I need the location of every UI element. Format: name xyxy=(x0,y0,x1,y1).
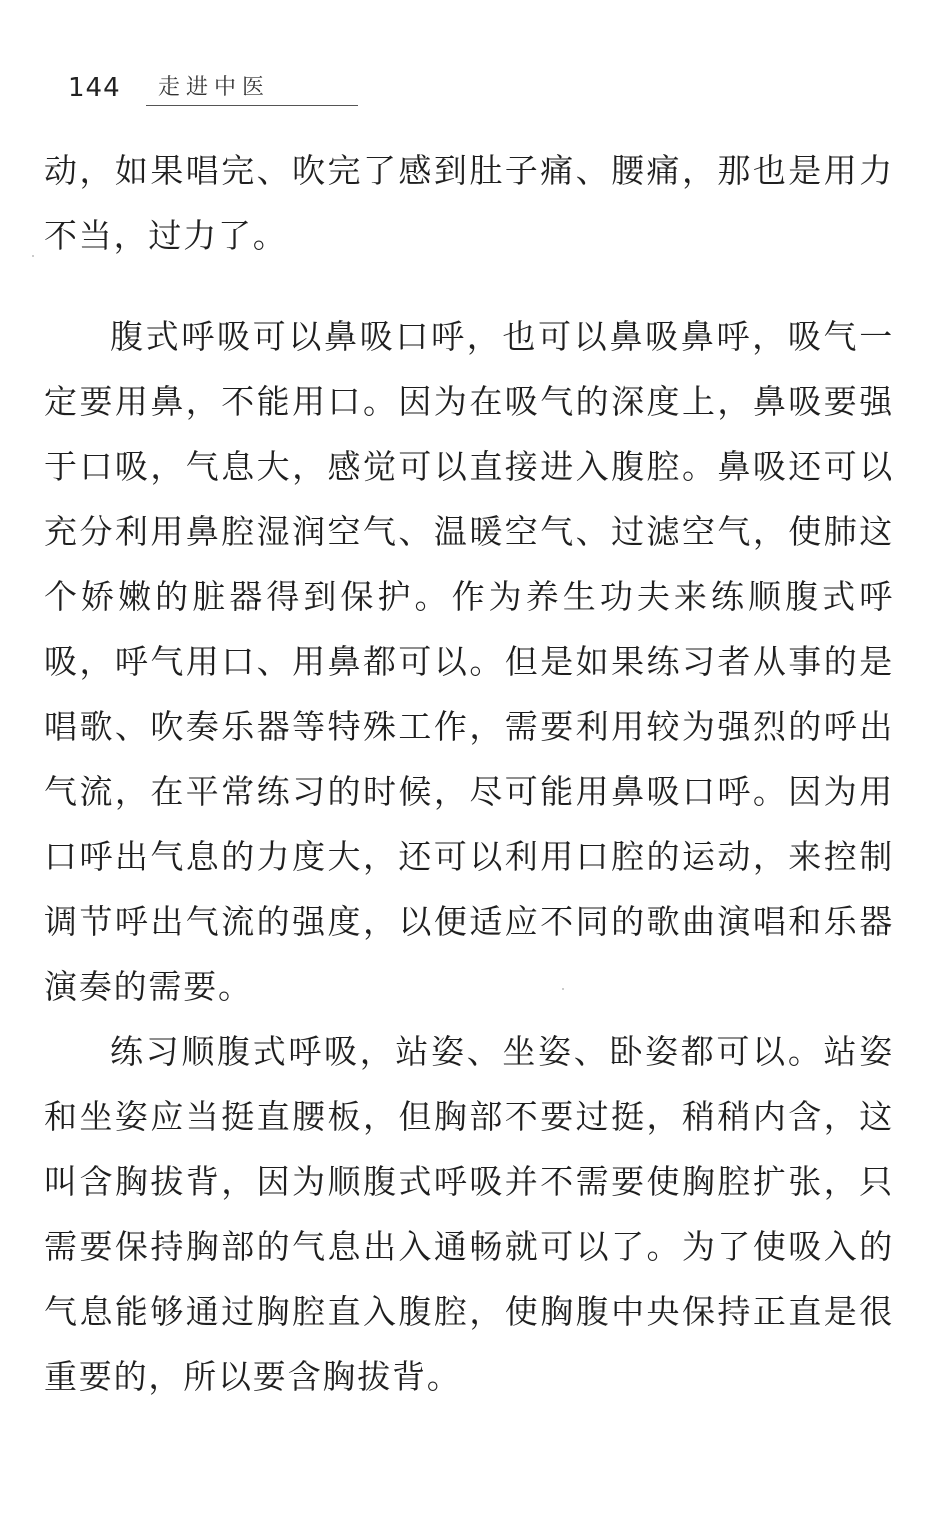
header-rule xyxy=(146,105,358,106)
paper-speck xyxy=(32,255,34,257)
page-header xyxy=(68,70,298,110)
page-number: 144 xyxy=(68,73,121,103)
body-text xyxy=(44,138,894,1409)
running-title: 走进中医 xyxy=(158,75,271,100)
paper-speck xyxy=(562,988,564,990)
paragraph-posture: 练习顺腹式呼吸，站姿、坐姿、卧姿都可以。站姿和坐姿应当挺直腰板，但胸部不要过挺，稍稍内含，这叫含胸拔背，因为顺腹式呼吸并不需要使胸腔扩张，只需要保持胸部的气息出入通畅就可以了。为了使吸入的气息能够通过胸腔直入腹腔，使胸腹中央保持正直是很重要的，所以要含胸拔背。 xyxy=(44,1032,894,1396)
paragraph-nasal-breathing: 腹式呼吸可以鼻吸口呼，也可以鼻吸鼻呼，吸气一定要用鼻，不能用口。因为在吸气的深度上，鼻吸要强于口吸，气息大，感觉可以直接进入腹腔。鼻吸还可以充分利用鼻腔湿润空气、温暖空气、过滤空气，使肺这个娇嫩的脏器得到保护。作为养生功夫来练顺腹式呼吸，呼气用口、用鼻都可以。但是如果练习者从事的是唱歌、吹奏乐器等特殊工作，需要利用较为强烈的呼出气流，在平常练习的时候，尽可能用鼻吸口呼。因为用口呼出气息的力度大，还可以利用口腔的运动，来控制调节呼出气流的强度，以便适应不同的歌曲演唱和乐器演奏的需要。 xyxy=(44,317,894,1006)
paragraph-continued: 动，如果唱完、吹完了感到肚子痛、腰痛，那也是用力不当，过力了。 xyxy=(44,151,894,255)
